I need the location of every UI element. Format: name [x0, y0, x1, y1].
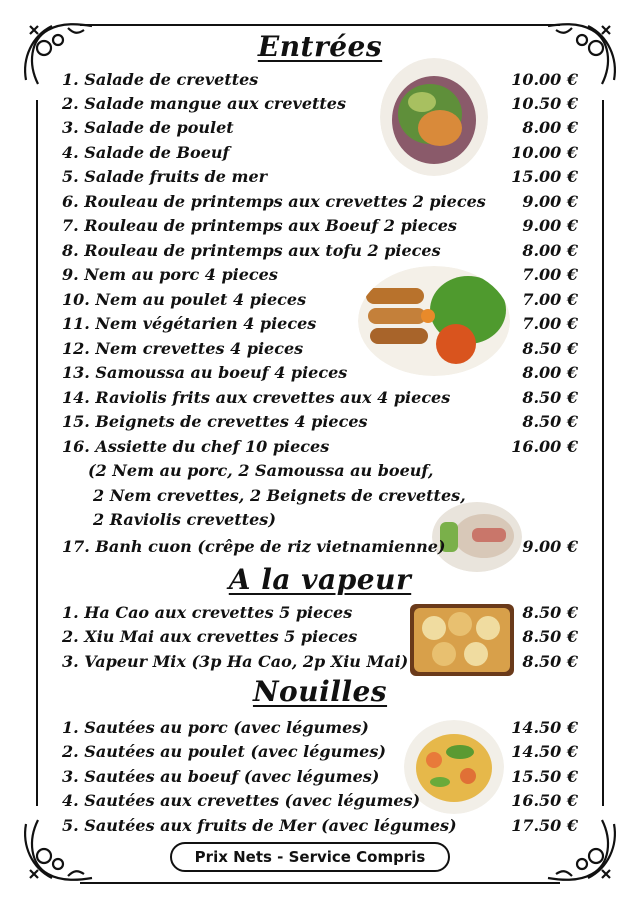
item-name: 10. Nem au poulet 4 pieces [62, 290, 307, 309]
chef-plate-note: (2 Nem au porc, 2 Samoussa au boeuf, [88, 461, 434, 480]
item-price: 7.00 € [522, 314, 578, 333]
item-price: 7.00 € [522, 265, 578, 284]
item-name: 5. Sautées aux fruits de Mer (avec légumes) [62, 816, 457, 835]
item-price: 8.00 € [522, 241, 578, 260]
item-price: 14.50 € [511, 742, 578, 761]
item-name: 8. Rouleau de printemps aux tofu 2 pieces [62, 241, 441, 260]
item-name: 1. Salade de crevettes [62, 70, 259, 89]
item-name: 2. Sautées au poulet (avec légumes) [62, 742, 386, 761]
menu-item [0, 70, 640, 94]
item-name: 11. Nem végétarien 4 pieces [62, 314, 317, 333]
item-price: 9.00 € [522, 537, 578, 556]
item-price: 10.50 € [511, 94, 578, 113]
item-price: 10.00 € [511, 143, 578, 162]
menu-item [0, 290, 640, 314]
item-name: 1. Sautées au porc (avec légumes) [62, 718, 369, 737]
item-price: 7.00 € [522, 290, 578, 309]
item-price: 8.50 € [522, 339, 578, 358]
item-price: 8.50 € [522, 412, 578, 431]
footer-badge: Prix Nets - Service Compris [170, 842, 450, 872]
item-name: 13. Samoussa au boeuf 4 pieces [62, 363, 348, 382]
menu-item [0, 94, 640, 118]
item-name: 15. Beignets de crevettes 4 pieces [62, 412, 368, 431]
menu-item [0, 241, 640, 265]
item-price: 9.00 € [522, 192, 578, 211]
menu-item [0, 216, 640, 240]
item-name: 5. Salade fruits de mer [62, 167, 268, 186]
menu-item [0, 167, 640, 191]
item-price: 8.50 € [522, 603, 578, 622]
menu-item [0, 767, 640, 791]
chef-plate-note: 2 Raviolis crevettes) [93, 510, 276, 529]
item-name: 4. Salade de Boeuf [62, 143, 230, 162]
item-price: 8.00 € [522, 363, 578, 382]
section-title-vapeur-text: A la vapeur [228, 563, 412, 596]
item-price: 15.50 € [511, 767, 578, 786]
item-name: 4. Sautées aux crevettes (avec légumes) [62, 791, 421, 810]
menu-item [0, 537, 640, 561]
item-price: 16.00 € [511, 437, 578, 456]
menu-item [0, 718, 640, 742]
item-name: 3. Salade de poulet [62, 118, 234, 137]
menu-item [0, 816, 640, 840]
section-title-nouilles-text: Nouilles [252, 675, 388, 708]
item-name: 2. Salade mangue aux crevettes [62, 94, 346, 113]
item-name: 2. Xiu Mai aux crevettes 5 pieces [62, 627, 358, 646]
section-title-entrees-text: Entrées [257, 30, 383, 63]
item-price: 8.50 € [522, 652, 578, 671]
frame-top-line [80, 24, 560, 26]
item-name: 12. Nem crevettes 4 pieces [62, 339, 304, 358]
item-name: 1. Ha Cao aux crevettes 5 pieces [62, 603, 353, 622]
item-name: 3. Sautées au boeuf (avec légumes) [62, 767, 380, 786]
item-name: 17. Banh cuon (crêpe de riz vietnamienne) [62, 537, 446, 556]
chef-plate-note: 2 Nem crevettes, 2 Beignets de crevettes, [93, 486, 466, 505]
section-title-nouilles [0, 675, 640, 708]
menu-item [0, 603, 640, 627]
item-price: 8.00 € [522, 118, 578, 137]
menu-item [0, 118, 640, 142]
item-price: 10.00 € [511, 70, 578, 89]
item-price: 16.50 € [511, 791, 578, 810]
item-price: 8.50 € [522, 627, 578, 646]
item-name: 14. Raviolis frits aux crevettes aux 4 pieces [62, 388, 451, 407]
frame-bottom-line [80, 882, 560, 884]
menu-item [0, 437, 640, 461]
item-name: 6. Rouleau de printemps aux crevettes 2 pieces [62, 192, 486, 211]
item-price: 9.00 € [522, 216, 578, 235]
menu-item [0, 363, 640, 387]
menu-item [0, 339, 640, 363]
menu-item [0, 742, 640, 766]
item-price: 15.00 € [511, 167, 578, 186]
menu-item [0, 265, 640, 289]
menu-item [0, 314, 640, 338]
menu-item [0, 388, 640, 412]
section-title-vapeur [0, 563, 640, 596]
menu-item [0, 412, 640, 436]
item-name: 9. Nem au porc 4 pieces [62, 265, 278, 284]
section-title-entrees [0, 30, 640, 63]
item-price: 14.50 € [511, 718, 578, 737]
menu-item [0, 627, 640, 651]
menu-item [0, 143, 640, 167]
item-name: 16. Assiette du chef 10 pieces [62, 437, 330, 456]
item-price: 17.50 € [511, 816, 578, 835]
menu-item [0, 192, 640, 216]
menu-item [0, 791, 640, 815]
item-name: 7. Rouleau de printemps aux Boeuf 2 pieces [62, 216, 457, 235]
menu-item [0, 652, 640, 676]
item-name: 3. Vapeur Mix (3p Ha Cao, 2p Xiu Mai) [62, 652, 409, 671]
item-price: 8.50 € [522, 388, 578, 407]
